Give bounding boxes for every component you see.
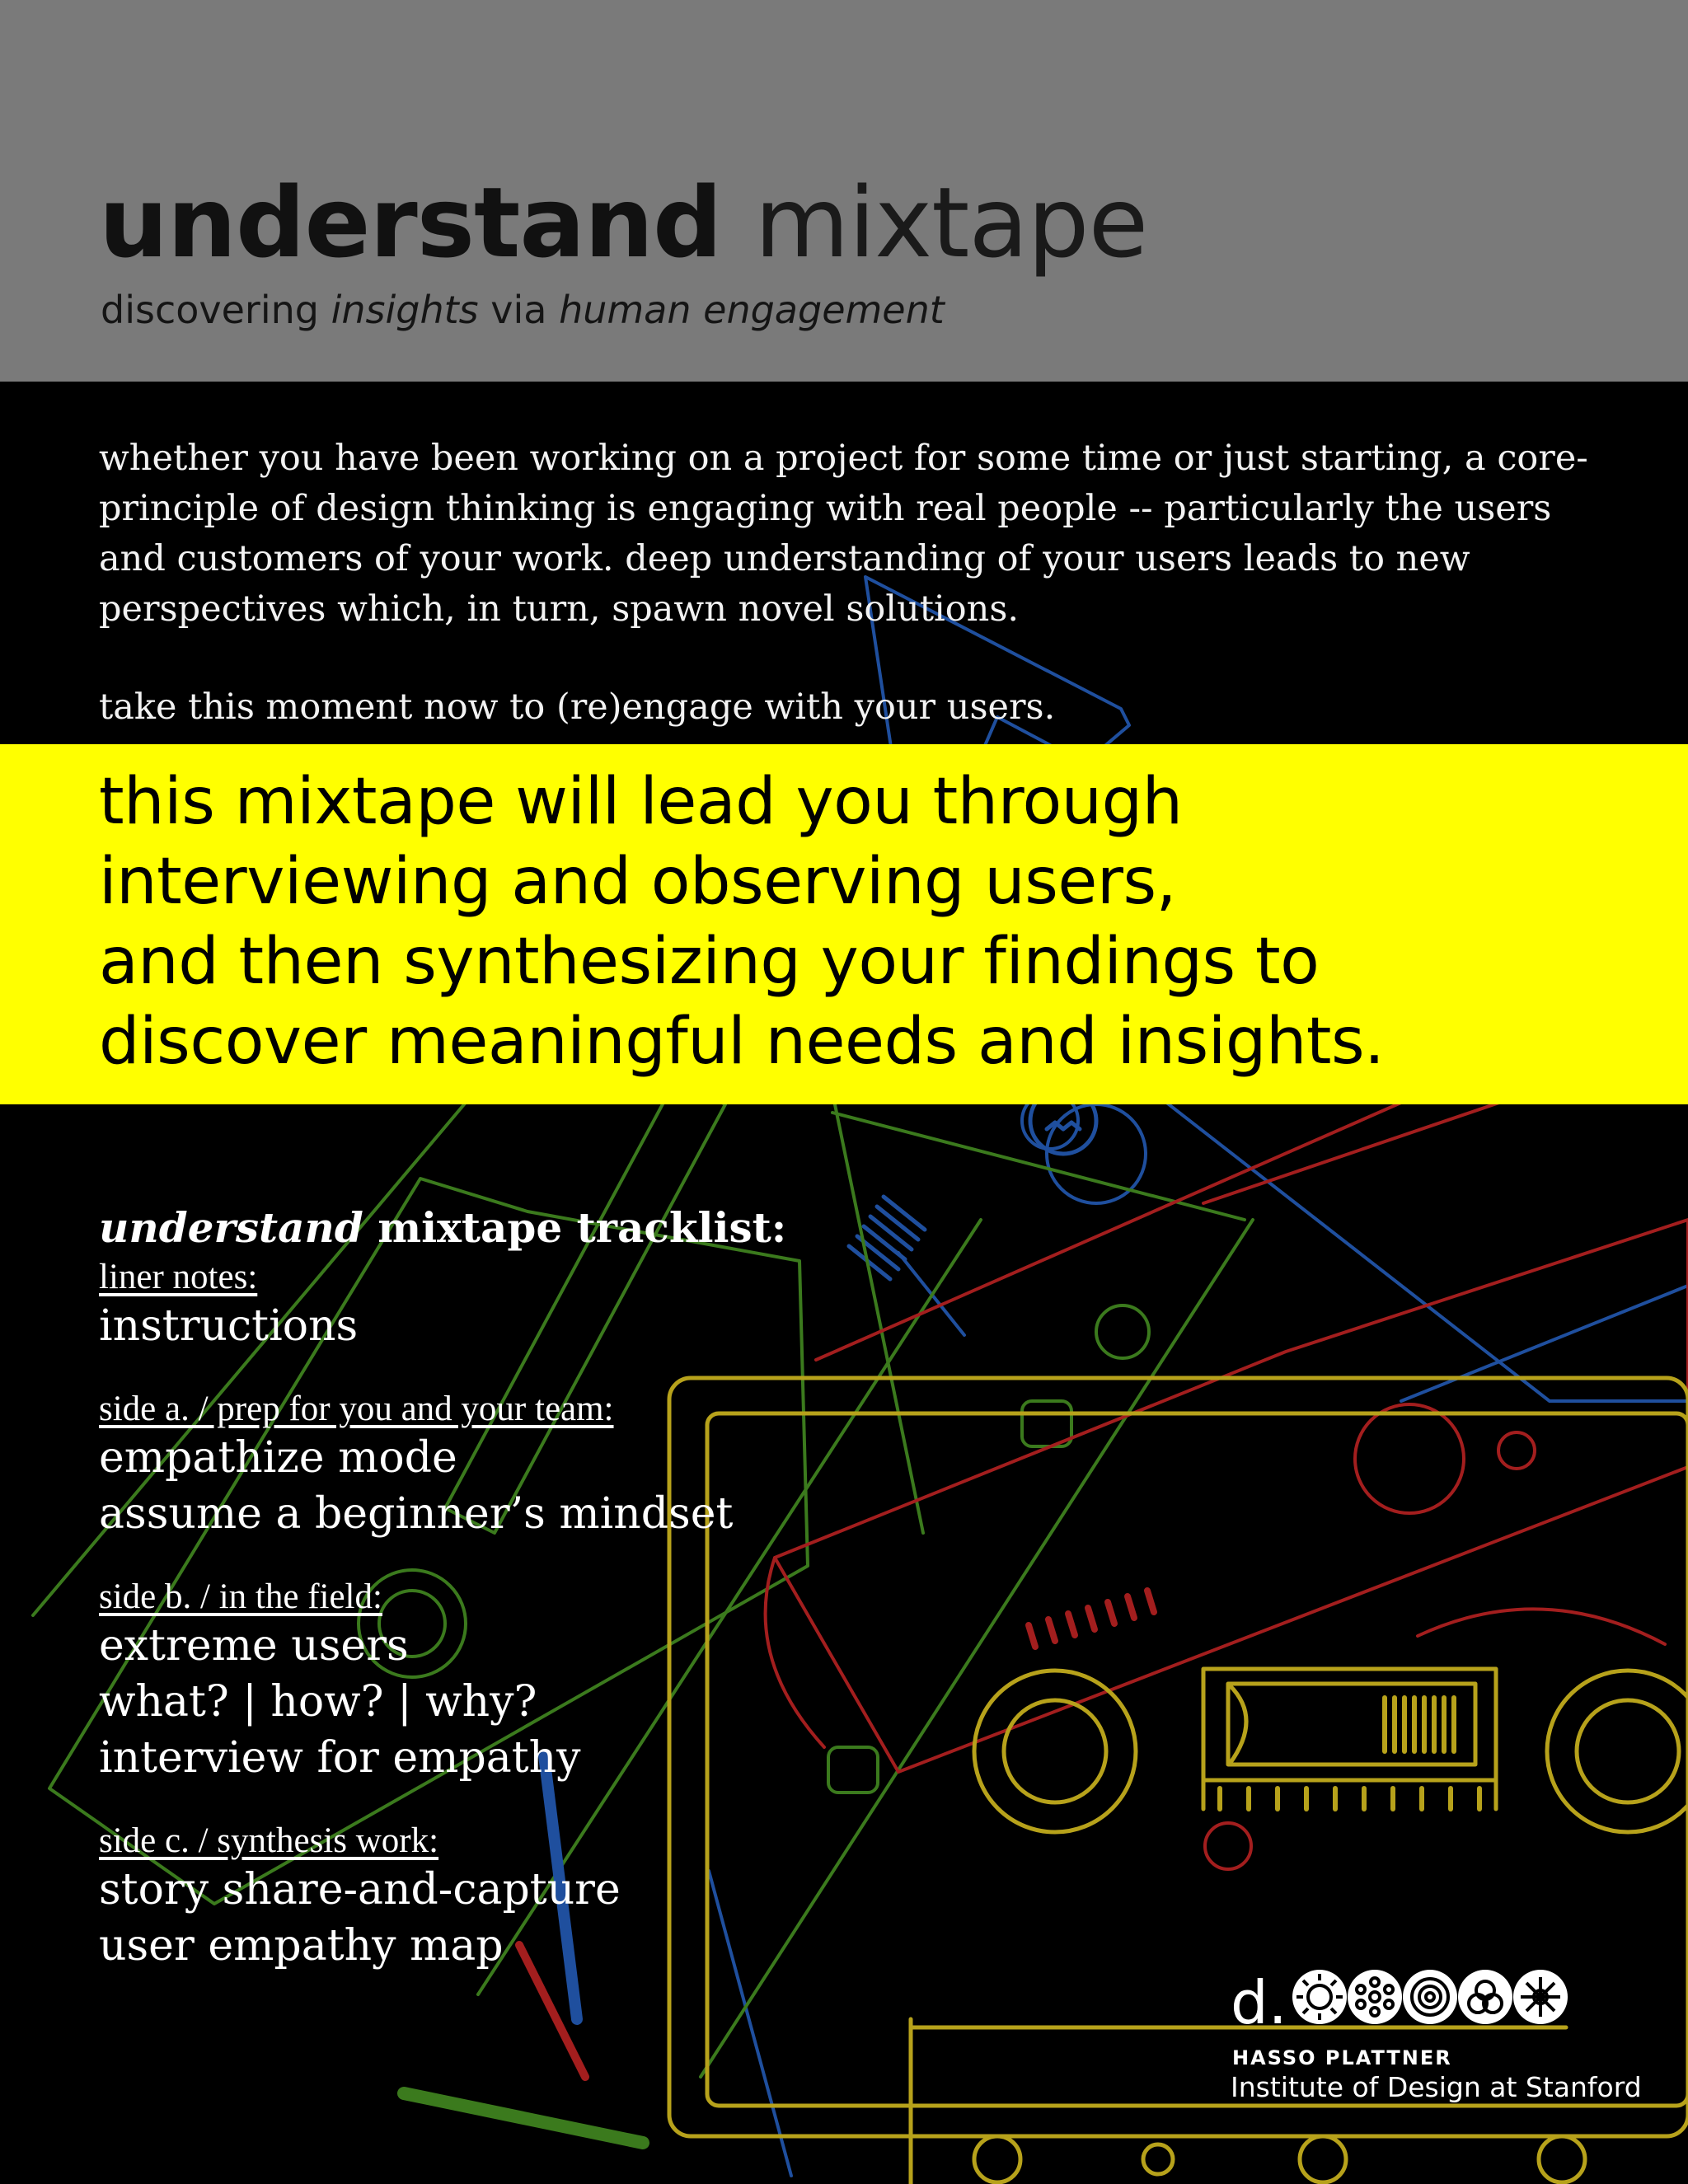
highlight-line: discover meaningful needs and insights. [99, 1005, 1385, 1079]
track-item: extreme users [99, 1621, 409, 1671]
side-b [99, 1577, 1006, 1786]
highlight-line: this mixtape will lead you through [99, 765, 1183, 839]
side-label: side b. / in the field: [99, 1577, 382, 1616]
subtitle-part: via [478, 288, 560, 332]
subtitle-part: discovering [101, 288, 331, 332]
logo-line-hasso-plattner: HASSO PLATTNER [1232, 2046, 1452, 2069]
intro-text [99, 434, 1607, 733]
title-bold: understand [99, 166, 722, 279]
page-title [99, 165, 1147, 280]
track-item: instructions [99, 1301, 359, 1351]
side-c [99, 1821, 1006, 1974]
highlight-line: interviewing and observing users, [99, 845, 1176, 919]
d-school-logo-circles [1231, 1966, 1577, 2040]
logo-d-mark: d. [1231, 1968, 1287, 2037]
side-liner-notes [99, 1257, 1006, 1354]
track-item: empathize mode [99, 1433, 457, 1483]
side-a [99, 1389, 1006, 1542]
page-subtitle [101, 285, 945, 335]
logo-line-institute: Institute of Design at Stanford [1231, 2071, 1642, 2103]
d-school-logo [1231, 1966, 1642, 2103]
track-item: story share-and-capture [99, 1865, 621, 1915]
track-item: what? | how? | why? [99, 1677, 537, 1727]
highlight-statement [99, 762, 1665, 1082]
side-label: side a. / prep for you and your team: [99, 1390, 614, 1428]
track-item: user empathy map [99, 1921, 504, 1971]
tracklist-heading [99, 1199, 1006, 1257]
track-item: interview for empathy [99, 1733, 581, 1783]
side-label: side c. / synthesis work: [99, 1821, 439, 1860]
side-label: liner notes: [99, 1258, 258, 1296]
subtitle-emphasis: insights [331, 288, 479, 332]
highlight-line: and then synthesizing your findings to [99, 925, 1320, 999]
tracklist-heading-italic: understand [99, 1203, 363, 1252]
subtitle-emphasis: human engagement [559, 288, 945, 332]
intro-call-to-action: take this moment now to (re)engage with your users. [99, 687, 1056, 728]
intro-paragraph: whether you have been working on a project for some time or just starting, a core-principle of design thinking is engaging with real people -- particularly the users and customers of your work. deep understanding of your users leads to new perspectives which, in turn, spawn novel solutions. [99, 438, 1588, 630]
tracklist [99, 1199, 1006, 1974]
track-item: assume a beginner’s mindset [99, 1489, 734, 1539]
tracklist-heading-rest: mixtape tracklist: [363, 1203, 787, 1252]
title-light: mixtape [754, 166, 1148, 279]
